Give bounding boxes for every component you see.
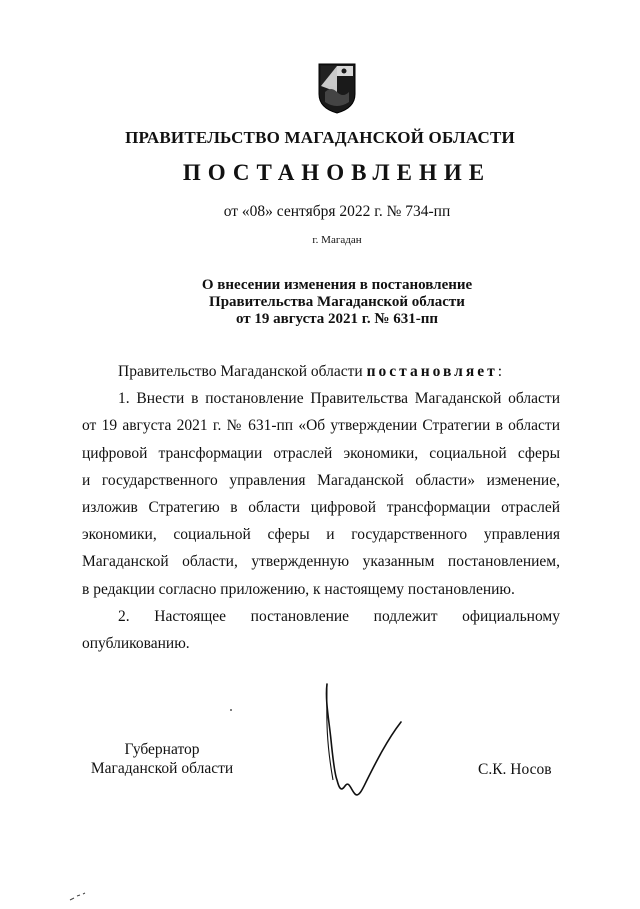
coat-of-arms-emblem	[317, 62, 357, 114]
paragraph-1	[82, 385, 560, 603]
intro-action-word: постановляет	[366, 363, 498, 380]
para1-line: цифровой трансформации отраслей экономики, социальной сферы	[82, 444, 560, 462]
position-line-2: Магаданской области	[90, 760, 234, 777]
intro-colon: :	[497, 363, 503, 380]
date-and-number: от «08» сентября 2022 г. № 734-пп	[223, 203, 451, 220]
position-line-1: Губернатор	[124, 741, 200, 758]
shield-icon	[317, 62, 357, 114]
scan-artifact-mark	[68, 890, 98, 904]
signatory-position	[82, 740, 242, 778]
intro-paragraph	[82, 358, 560, 385]
para1-line: от 19 августа 2021 г. № 631-пп «Об утверждении Стратегии в области	[82, 417, 560, 435]
document-type-title: ПОСТАНОВЛЕНИЕ	[182, 160, 492, 185]
para1-line: экономики, социальной сферы и государственного управления	[82, 526, 560, 544]
handwritten-signature	[315, 680, 415, 810]
paragraph-2	[82, 603, 560, 657]
document-body	[82, 358, 560, 657]
para1-line: 1. Внести в постановление Правительства Магаданской области	[118, 390, 560, 408]
subject-line-2: Правительства Магаданской области	[209, 294, 465, 310]
para1-line: изложив Стратегию в области цифровой трансформации отраслей	[82, 499, 560, 517]
document-subject	[0, 277, 640, 328]
para1-line: Магаданской области, утвержденную указанным постановлением,	[82, 553, 560, 571]
subject-line-3: от 19 августа 2021 г. № 631-пп	[235, 311, 439, 327]
para2-line: опубликованию.	[82, 635, 190, 653]
para1-line: и государственного управления Магаданской области» изменение,	[82, 471, 560, 489]
para2-line: 2. Настоящее постановление подлежит официальному	[118, 607, 560, 625]
intro-text: Правительство Магаданской области	[118, 363, 367, 380]
para1-line: в редакции согласно приложению, к настоящему постановлению.	[82, 580, 515, 598]
signatory-name: С.К. Носов	[478, 761, 552, 778]
city-label: г. Магадан	[312, 234, 362, 246]
stray-dot	[230, 709, 232, 711]
subject-line-1: О внесении изменения в постановление	[201, 277, 473, 293]
organization-title: ПРАВИТЕЛЬСТВО МАГАДАНСКОЙ ОБЛАСТИ	[125, 128, 515, 147]
